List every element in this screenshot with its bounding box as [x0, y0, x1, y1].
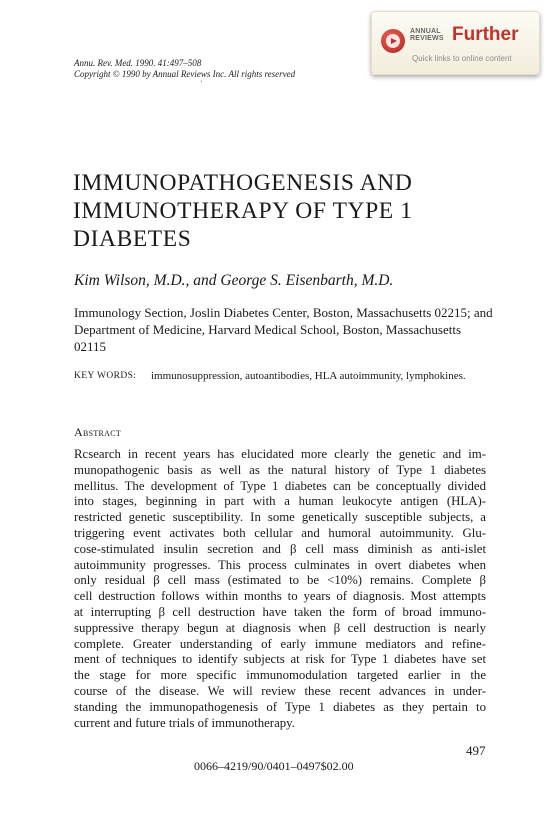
annual-reviews-brand: [410, 28, 444, 42]
abstract-line: complete. Greater understanding of early immune mediators and refine-: [74, 636, 486, 651]
abstract-line: cell destruction follows within months to years of diagnosis. Most attempts: [74, 589, 486, 604]
abstract-line: munopathogenic basis as well as the natural history of Type 1 diabetes: [74, 462, 486, 477]
abstract-line: at interrupting β cell destruction have taken the form of broad immuno-: [74, 604, 486, 619]
article-authors: Kim Wilson, M.D., and George S. Eisenbarth, M.D.: [74, 272, 394, 289]
annual-reviews-further-badge[interactable]: [371, 11, 540, 75]
abstract-line: standing the immunopathogenesis of Type 1 diabetes as they pertain to: [74, 699, 486, 714]
journal-header: [74, 58, 295, 80]
keywords-list: immunosuppression, autoantibodies, HLA autoimmunity, lymphokines.: [151, 370, 466, 382]
copyright-line: Copyright © 1990 by Annual Reviews Inc. All rights reserved: [74, 69, 296, 79]
abstract-line: only residual β cell mass (estimated to be <10%) remains. Complete β: [74, 573, 486, 588]
abstract-line: suppressive therapy begun at diagnosis when β cell destruction is nearly: [74, 620, 486, 635]
quick-links-label: Quick links to online content: [412, 54, 512, 63]
author-affiliation: Immunology Section, Joslin Diabetes Center, Boston, Massachusetts 02215; and Department of Medicine, Harvard Medical School, Boston, Massachusetts 02115: [74, 305, 493, 354]
abstract-line: cose-stimulated insulin secretion and β cell mass diminish as anti-islet: [74, 541, 486, 556]
abstract-line: autoimmunity progresses. This process culminates in overt diabetes when: [74, 557, 486, 572]
abstract-heading: Abstract: [74, 425, 122, 439]
annual-reviews-logo-icon: [381, 29, 405, 53]
abstract-line: course of the disease. We will review these recent advances in under-: [74, 683, 486, 698]
article-title: IMMUNOPATHOGENESIS AND IMMUNOTHERAPY OF TYPE 1 DIABETES: [73, 170, 413, 252]
brand-line-1: ANNUAL: [410, 28, 441, 35]
abstract-line: ment of techniques to identify subjects at risk for Type 1 diabetes have set: [74, 652, 486, 667]
brand-line-2: REVIEWS: [410, 35, 444, 42]
abstract-line: into stages, beginning in part with a human leukocyte antigen (HLA)-: [74, 494, 486, 509]
further-label: Further: [452, 24, 519, 45]
journal-citation: Annu. Rev. Med. 1990. 41:497–508: [74, 58, 202, 68]
abstract-body: [74, 447, 486, 731]
abstract-line: restricted genetic susceptibility. In some genetically susceptible subjects, a: [74, 510, 486, 525]
abstract-line: Rcsearch in recent years has elucidated more clearly the genetic and im-: [74, 447, 486, 461]
abstract-line: current and future trials of immunotherapy.: [74, 715, 295, 730]
abstract-line: the stage for more specific immunomodulation targeted earlier in the: [74, 668, 486, 683]
abstract-line: triggering event activates both cellular and humoral autoimmunity. Glu-: [74, 525, 486, 540]
footer-code: 0066–4219/90/0401–0497$02.00: [194, 759, 354, 773]
stray-mark: ’: [200, 79, 203, 88]
keywords-label: KEY WORDS:: [74, 371, 137, 381]
abstract-line: mellitus. The development of Type 1 diabetes can be conceptually divided: [74, 478, 486, 493]
page-number: 497: [466, 743, 486, 758]
